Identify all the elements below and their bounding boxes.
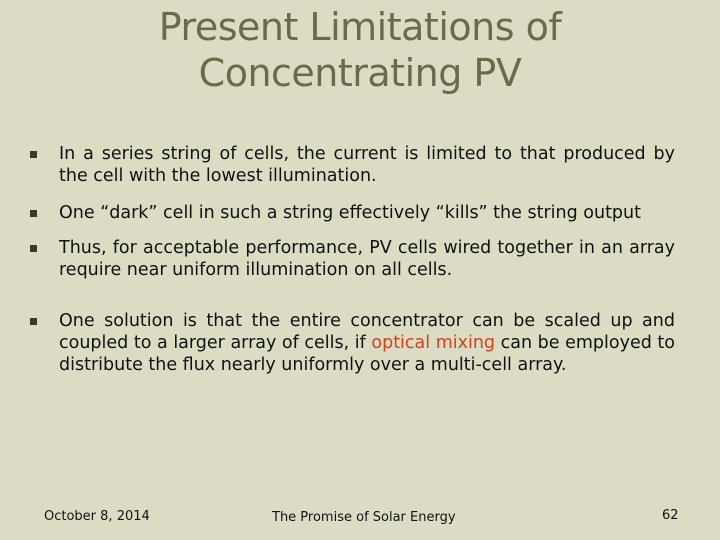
bullet-list [30,143,675,376]
highlighted-term: optical mixing [371,333,496,353]
bullet-text-end: can be employed to distribute the flux nearly uniformly over a multi-cell array. [59,333,676,375]
bullet-text: One “dark” cell in such a string effectively “kills” the string output [59,203,641,223]
footer-date: October 8, 2014 [44,509,150,524]
bullet-item [30,310,675,376]
bullet-text: In a series string of cells, the current is limited to that produced by the cell with the lowest illumination. [59,144,675,186]
footer-title: The Promise of Solar Energy [272,510,456,525]
bullet-item [30,202,675,224]
square-bullet-icon [30,210,37,217]
slide-title-line-2: Concentrating PV [198,51,522,95]
bullet-text: Thus, for acceptable performance, PV cells wired together in an array require near uniform illumination on all cells. [59,238,675,280]
slide-title-line-1: Present Limitations of [158,5,562,49]
bullet-item [30,143,675,187]
square-bullet-icon [30,151,37,158]
square-bullet-icon [30,245,37,252]
bullet-item [30,237,675,281]
page-number: 62 [662,508,679,523]
slide-title [0,4,720,96]
bullet-text-start: One solution is that the entire concentrator can be scaled up and coupled to a larger array of cells, if [59,311,675,353]
square-bullet-icon [30,318,37,325]
